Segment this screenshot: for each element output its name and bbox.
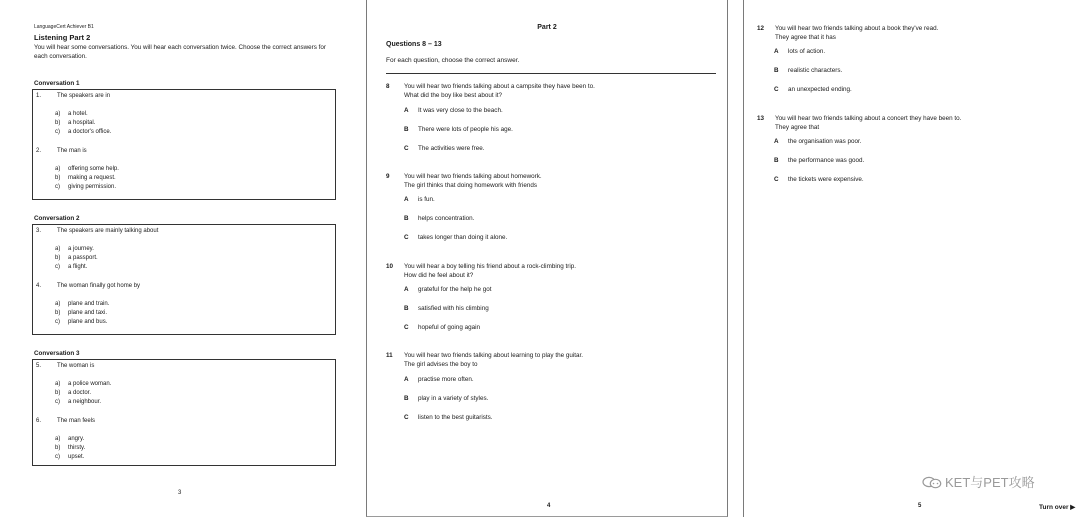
question-number: 13: [757, 115, 765, 122]
question-text: The man is: [57, 148, 87, 154]
conversation-1-box: [32, 89, 336, 200]
answer-option[interactable]: C an unexpected ending.: [774, 86, 852, 93]
answer-option[interactable]: b) making a request.: [55, 175, 116, 181]
answer-option[interactable]: a) a police woman.: [55, 381, 112, 387]
question-number: 5.: [36, 363, 42, 369]
conversation-1-heading: Conversation 1: [34, 80, 80, 87]
answer-option[interactable]: B the performance was good.: [774, 157, 865, 164]
part-title: Part 2: [537, 24, 557, 31]
answer-option[interactable]: b) a passport.: [55, 255, 98, 261]
part-instructions: For each question, choose the correct answer.: [386, 57, 520, 64]
watermark-text: KET与PET攻略: [945, 475, 1035, 490]
answer-option[interactable]: C The activities were free.: [404, 145, 485, 152]
question-number: 10: [386, 263, 394, 270]
answer-option[interactable]: C hopeful of going again: [404, 324, 480, 331]
answer-option[interactable]: c) upset.: [55, 454, 85, 460]
conversation-3-box: [32, 359, 336, 466]
conversation-2-box: [32, 224, 336, 335]
question-text: The man feels: [57, 418, 96, 424]
answer-option[interactable]: c) plane and bus.: [55, 319, 108, 325]
answer-option[interactable]: B helps concentration.: [404, 215, 475, 222]
question-number: 11: [386, 352, 393, 359]
page-right: [743, 0, 1080, 517]
answer-option[interactable]: A is fun.: [404, 196, 435, 203]
answer-option[interactable]: c) a flight.: [55, 264, 88, 270]
section-instructions: You will hear some conversations. You will hear each conversation twice. Choose the correct answers for each conversation.: [34, 44, 327, 60]
answer-option[interactable]: b) a doctor.: [55, 390, 92, 396]
question-number: 6.: [36, 418, 42, 424]
question-text: The woman finally got home by: [57, 283, 141, 289]
page-number: 4: [547, 503, 551, 509]
page-number: 5: [918, 503, 922, 509]
question-text: The speakers are mainly talking about: [57, 228, 159, 234]
question-number: 2.: [36, 148, 42, 154]
question-number: 1.: [36, 93, 42, 99]
answer-option[interactable]: B There were lots of people his age.: [404, 126, 513, 133]
answer-option[interactable]: A lots of action.: [774, 48, 826, 55]
answer-option[interactable]: b) a hospital.: [55, 120, 96, 126]
answer-option[interactable]: c) a neighbour.: [55, 399, 102, 405]
conversation-2-heading: Conversation 2: [34, 215, 80, 222]
question-text: You will hear two friends talking about learning to play the guitar.: [404, 352, 583, 359]
answer-option[interactable]: C listen to the best guitarists.: [404, 414, 493, 421]
answer-option[interactable]: A the organisation was poor.: [774, 138, 862, 145]
answer-option[interactable]: A grateful for the help he got: [404, 286, 492, 293]
answer-option[interactable]: a) plane and train.: [55, 301, 110, 307]
question-text: The speakers are in: [57, 93, 111, 99]
answer-option[interactable]: b) thirsty.: [55, 445, 86, 451]
answer-option[interactable]: A practise more often.: [404, 376, 474, 383]
answer-option[interactable]: a) a hotel.: [55, 111, 88, 117]
section-title: Listening Part 2: [34, 33, 91, 42]
answer-option[interactable]: C takes longer than doing it alone.: [404, 234, 508, 241]
answer-option[interactable]: a) offering some help.: [55, 166, 119, 172]
watermark: [922, 472, 1035, 491]
question-text: The girl advises the boy to: [404, 361, 478, 368]
answer-option[interactable]: c) giving permission.: [55, 184, 117, 190]
answer-option[interactable]: a) angry.: [55, 436, 85, 442]
question-number: 12: [757, 25, 765, 32]
answer-option[interactable]: C the tickets were expensive.: [774, 176, 864, 183]
answer-option[interactable]: B satisfied with his climbing: [404, 305, 489, 312]
question-text: You will hear a boy telling his friend about a rock-climbing trip.: [404, 263, 576, 270]
question-number: 3.: [36, 228, 42, 234]
question-number: 4.: [36, 283, 42, 289]
page-number: 3: [178, 490, 182, 496]
question-text: The woman is: [57, 363, 95, 369]
answer-option[interactable]: a) a journey.: [55, 246, 94, 252]
page-middle: [366, 0, 728, 517]
question-text: You will hear two friends talking about homework.: [404, 173, 542, 180]
question-text: You will hear two friends talking about a campsite they have been to.: [404, 83, 595, 90]
answer-option[interactable]: c) a doctor's office.: [55, 129, 112, 135]
divider: [386, 73, 716, 74]
turn-over-label: Turn over ▶: [1039, 504, 1076, 511]
question-text: You will hear two friends talking about a concert they have been to.: [775, 115, 962, 122]
page-left: [0, 0, 366, 517]
conversation-3-heading: Conversation 3: [34, 350, 80, 357]
question-number: 9: [386, 173, 390, 180]
exam-header: LanguageCert Achiever B1: [34, 24, 94, 30]
chat-bubbles-icon: [922, 476, 942, 489]
question-text: What did the boy like best about it?: [404, 92, 503, 99]
answer-option[interactable]: b) plane and taxi.: [55, 310, 108, 316]
answer-option[interactable]: B play in a variety of styles.: [404, 395, 489, 402]
question-number: 8: [386, 83, 390, 90]
answer-option[interactable]: A It was very close to the beach.: [404, 107, 503, 114]
question-text: They agree that: [775, 124, 820, 131]
question-text: They agree that it has: [775, 34, 836, 41]
question-text: How did he feel about it?: [404, 272, 474, 279]
question-text: The girl thinks that doing homework with friends: [404, 182, 537, 189]
questions-range: Questions 8 – 13: [386, 41, 442, 48]
question-text: You will hear two friends talking about a book they've read.: [775, 25, 939, 32]
answer-option[interactable]: B realistic characters.: [774, 67, 843, 74]
